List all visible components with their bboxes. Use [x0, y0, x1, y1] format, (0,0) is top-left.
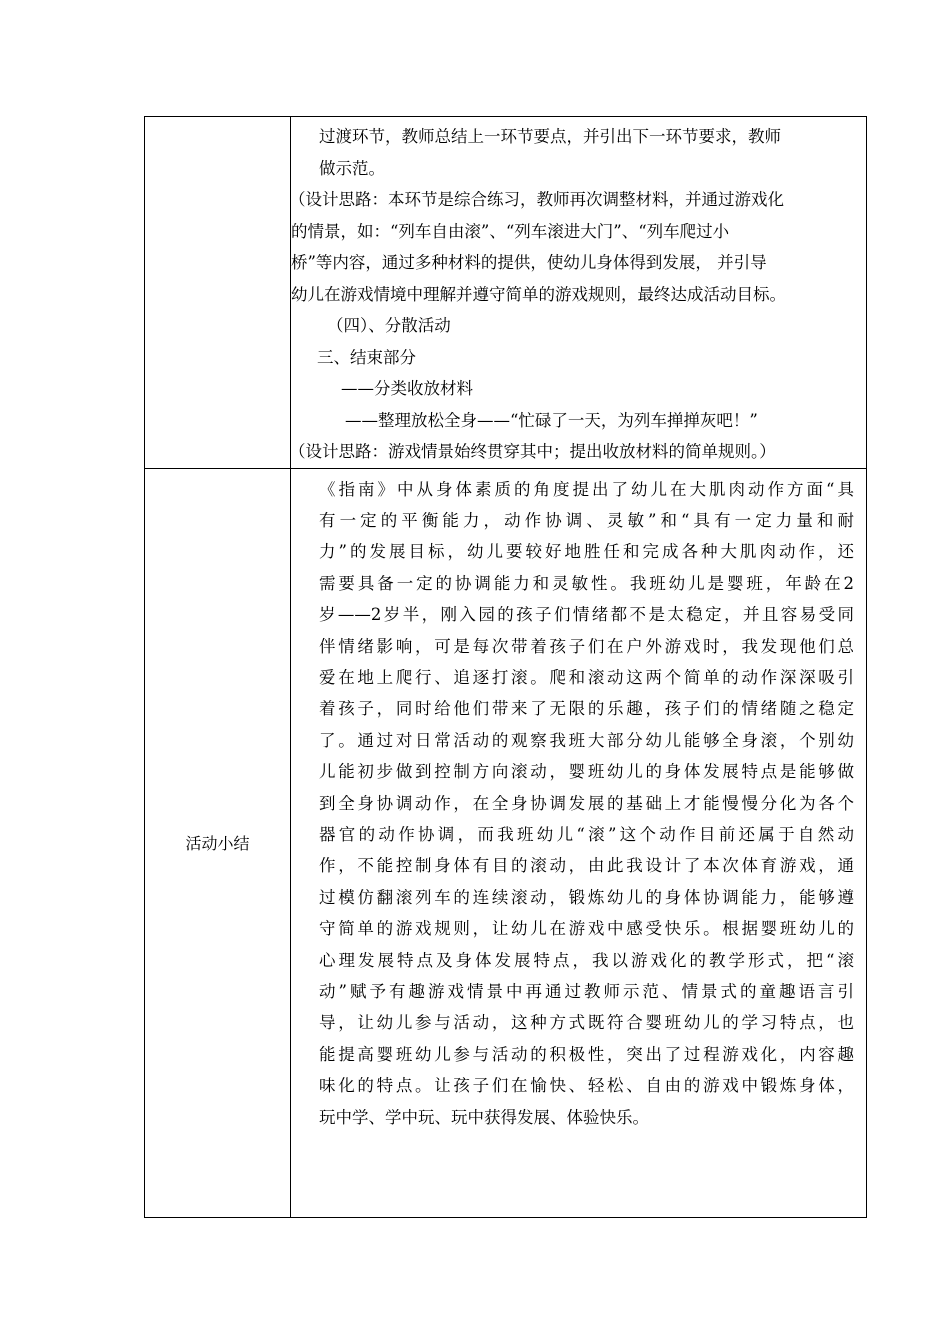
lesson-plan-table	[144, 116, 867, 1218]
table-row	[145, 117, 867, 469]
table-row	[145, 468, 867, 1217]
text-line: 力”的发展目标，幼儿要较好地胜任和完成各种大肌肉动作，还	[319, 542, 854, 562]
text-line: ——整理放松全身——“忙碌了一天，为列车掸掸灰吧！”	[345, 410, 758, 430]
empty-label-cell	[145, 117, 291, 469]
process-content-cell	[291, 117, 867, 469]
text-line: 有一定的平衡能力，动作协调、灵敏”和“具有一定力量和耐	[319, 510, 854, 530]
text-line: 心理发展特点及身体发展特点，我以游戏化的教学形式，把“滚	[319, 950, 854, 970]
text-line: 伴情绪影响，可是每次带着孩子们在户外游戏时，我发现他们总	[319, 636, 854, 656]
text-line: ——分类收放材料	[341, 379, 473, 398]
text-line: 三、结束部分	[317, 347, 416, 367]
text-line: 作，不能控制身体有目的滚动，由此我设计了本次体育游戏，通	[319, 856, 854, 876]
text-line: 器官的动作协调，而我班幼儿“滚”这个动作目前还属于自然动	[319, 824, 854, 844]
text-line: 的情景，如：“列车自由滚”、“列车滚进大门”、“列车爬过小	[291, 221, 730, 241]
text-line: 过模仿翻滚列车的连续滚动，锻炼幼儿的身体协调能力，能够遵	[319, 887, 854, 907]
text-line: 动”赋予有趣游戏情景中再通过教师示范、情景式的童趣语言引	[319, 982, 854, 1001]
text-line: 做示范。	[319, 158, 385, 178]
summary-paragraph	[319, 474, 854, 1134]
text-line: 了。通过对日常活动的观察我班大部分幼儿能够全身滚，个别幼	[319, 730, 854, 750]
text-line: 《指南》中从身体素质的角度提出了幼儿在大肌肉动作方面“具	[319, 479, 854, 499]
text-line: 到全身协调动作，在全身协调发展的基础上才能慢慢分化为各个	[319, 793, 854, 813]
text-line: 儿能初步做到控制方向滚动，婴班幼儿的身体发展特点是能够做	[319, 762, 854, 782]
text-line: 爱在地上爬行、追逐打滚。爬和滚动这两个简单的动作深深吸引	[319, 667, 854, 687]
text-line: 守简单的游戏规则，让幼儿在游戏中感受快乐。根据婴班幼儿的	[319, 919, 854, 939]
text-line: 玩中学、学中玩、玩中获得发展、体验快乐。	[319, 1107, 649, 1127]
text-line: （设计思路：本环节是综合练习，教师再次调整材料，并通过游戏化	[289, 190, 784, 209]
text-line: 能提高婴班幼儿参与活动的积极性，突出了过程游戏化，内容趣	[319, 1044, 854, 1064]
text-line: 桥”等内容，通过多种材料的提供，使幼儿身体得到发展， 并引导	[291, 253, 767, 272]
text-line: （设计思路：游戏情景始终贯穿其中；提出收放材料的简单规则。）	[289, 442, 776, 461]
summary-content-cell	[291, 468, 867, 1217]
text-line: 味化的特点。让孩子们在愉快、轻松、自由的游戏中锻炼身体，	[319, 1076, 854, 1096]
text-line: 导，让幼儿参与活动，这种方式既符合婴班幼儿的学习特点，也	[319, 1013, 854, 1033]
text-line: 着孩子，同时给他们带来了无限的乐趣，孩子们的情绪随之稳定	[319, 699, 854, 719]
text-line: 岁——2岁半，刚入园的孩子们情绪都不是太稳定，并且容易受同	[319, 605, 854, 625]
text-line: 幼儿在游戏情境中理解并遵守简单的游戏规则，最终达成活动目标。	[291, 284, 786, 304]
text-line: （四）、分散活动	[327, 316, 451, 335]
activity-summary-label: 活动小结	[145, 468, 291, 1217]
text-line: 过渡环节，教师总结上一环节要点，并引出下一环节要求，教师	[319, 127, 781, 146]
text-line: 需要具备一定的协调能力和灵敏性。我班幼儿是婴班，年龄在2	[319, 573, 854, 593]
